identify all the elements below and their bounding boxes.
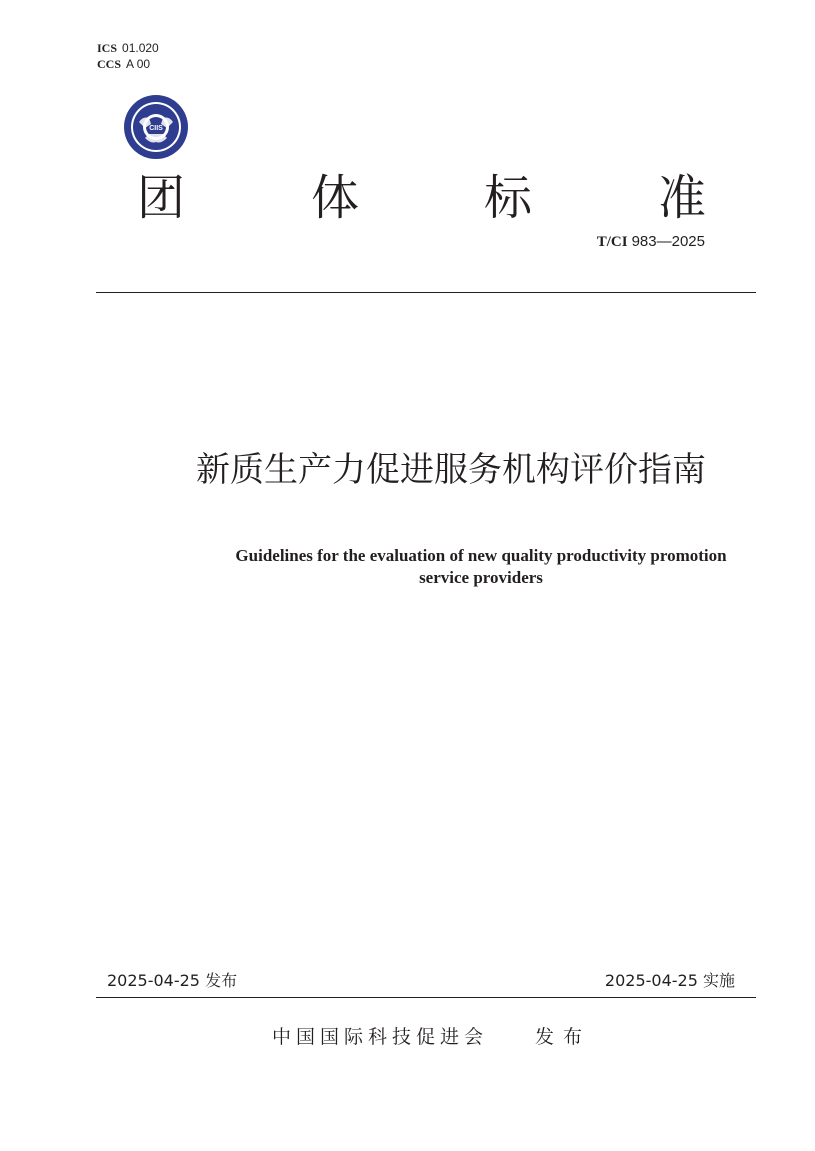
standard-type-char-2: 体 <box>310 170 359 226</box>
standard-type-char-4: 准 <box>657 170 706 226</box>
standard-number-value: 983—2025 <box>631 233 705 250</box>
standard-type-char-1: 团 <box>136 170 185 226</box>
standard-number-prefix: T/CI <box>596 234 628 250</box>
ics-code <box>97 40 159 56</box>
organization-logo <box>123 94 189 160</box>
title-chinese: 新质生产力促进服务机构评价指南 <box>196 450 706 490</box>
ics-value: 01.020 <box>122 41 159 55</box>
ics-label: ICS <box>97 41 118 55</box>
title-english-line-1: Guidelines for the evaluation of new quality productivity promotion <box>235 546 727 565</box>
classification-codes <box>97 40 159 72</box>
ccs-value: A 00 <box>126 57 151 71</box>
logo-text: CIIS <box>149 125 163 132</box>
seal-icon <box>123 94 189 160</box>
issuing-organization: 中国国际科技促进会 <box>272 1026 489 1048</box>
publish-date: 2025-04-25 发布 <box>107 971 238 990</box>
top-divider <box>96 292 756 293</box>
issue-action: 发布 <box>535 1026 592 1048</box>
title-english-line-2: service providers <box>419 568 543 587</box>
title-english <box>96 545 756 589</box>
bottom-divider <box>96 997 756 998</box>
ccs-label: CCS <box>97 57 122 71</box>
standard-type-char-3: 标 <box>483 170 532 226</box>
ccs-code <box>97 56 159 72</box>
implement-date: 2025-04-25 实施 <box>604 971 735 990</box>
standard-number <box>597 232 705 251</box>
